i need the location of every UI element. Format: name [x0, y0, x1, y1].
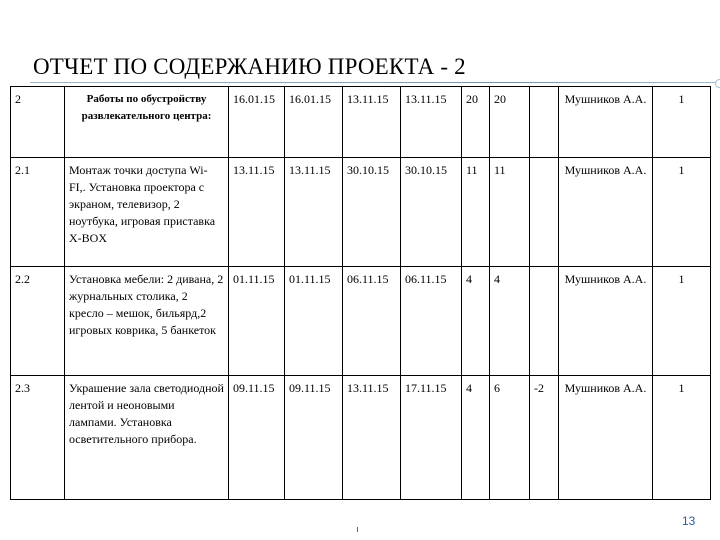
actual-finish: 17.11.15 [401, 376, 462, 500]
task-number: 2.2 [11, 267, 65, 376]
deviation [530, 267, 559, 376]
task-description: Монтаж точки доступа Wi- FI,. Установка проектора с экраном, телевизор, 2 ноутбука, игровая приставка X-BOX [65, 158, 229, 267]
responsible: Мушников А.А. [559, 87, 653, 158]
planned-duration: 4 [462, 267, 490, 376]
actual-start: 09.11.15 [285, 376, 343, 500]
actual-finish: 13.11.15 [401, 87, 462, 158]
quantity: 1 [653, 158, 711, 267]
actual-duration: 11 [490, 158, 530, 267]
deviation: -2 [530, 376, 559, 500]
quantity: 1 [653, 267, 711, 376]
project-content-table [10, 86, 711, 500]
quantity: 1 [653, 87, 711, 158]
page-title: ОТЧЕТ ПО СОДЕРЖАНИЮ ПРОЕКТА - 2 [33, 54, 466, 79]
table-row [11, 267, 711, 376]
table-row [11, 158, 711, 267]
task-number: 2.3 [11, 376, 65, 500]
actual-finish: 06.11.15 [401, 267, 462, 376]
task-number: 2.1 [11, 158, 65, 267]
task-description: Украшение зала светодиодной лентой и неоновыми лампами. Установка осветительного прибора. [65, 376, 229, 500]
table-row [11, 87, 711, 158]
planned-finish: 13.11.15 [343, 87, 401, 158]
planned-finish: 13.11.15 [343, 376, 401, 500]
page-number: 13 [682, 514, 696, 528]
planned-start: 16.01.15 [229, 87, 285, 158]
planned-finish: 06.11.15 [343, 267, 401, 376]
quantity: 1 [653, 376, 711, 500]
task-description: Установка мебели: 2 дивана, 2 журнальных столика, 2 кресло – мешок, бильярд,2 игровых коврика, 5 банкеток [65, 267, 229, 376]
responsible: Мушников А.А. [559, 267, 653, 376]
planned-start: 13.11.15 [229, 158, 285, 267]
actual-duration: 20 [490, 87, 530, 158]
task-number: 2 [11, 87, 65, 158]
actual-duration: 4 [490, 267, 530, 376]
deviation [530, 158, 559, 267]
planned-duration: 11 [462, 158, 490, 267]
actual-start: 01.11.15 [285, 267, 343, 376]
actual-start: 13.11.15 [285, 158, 343, 267]
footer-mark [357, 527, 358, 532]
planned-duration: 20 [462, 87, 490, 158]
responsible: Мушников А.А. [559, 376, 653, 500]
planned-duration: 4 [462, 376, 490, 500]
planned-start: 09.11.15 [229, 376, 285, 500]
title-underline [30, 82, 720, 83]
planned-start: 01.11.15 [229, 267, 285, 376]
planned-finish: 30.10.15 [343, 158, 401, 267]
actual-start: 16.01.15 [285, 87, 343, 158]
responsible: Мушников А.А. [559, 158, 653, 267]
table-row [11, 376, 711, 500]
deviation [530, 87, 559, 158]
task-description: Работы по обустройству развлекательного центра: [65, 87, 229, 158]
actual-finish: 30.10.15 [401, 158, 462, 267]
actual-duration: 6 [490, 376, 530, 500]
